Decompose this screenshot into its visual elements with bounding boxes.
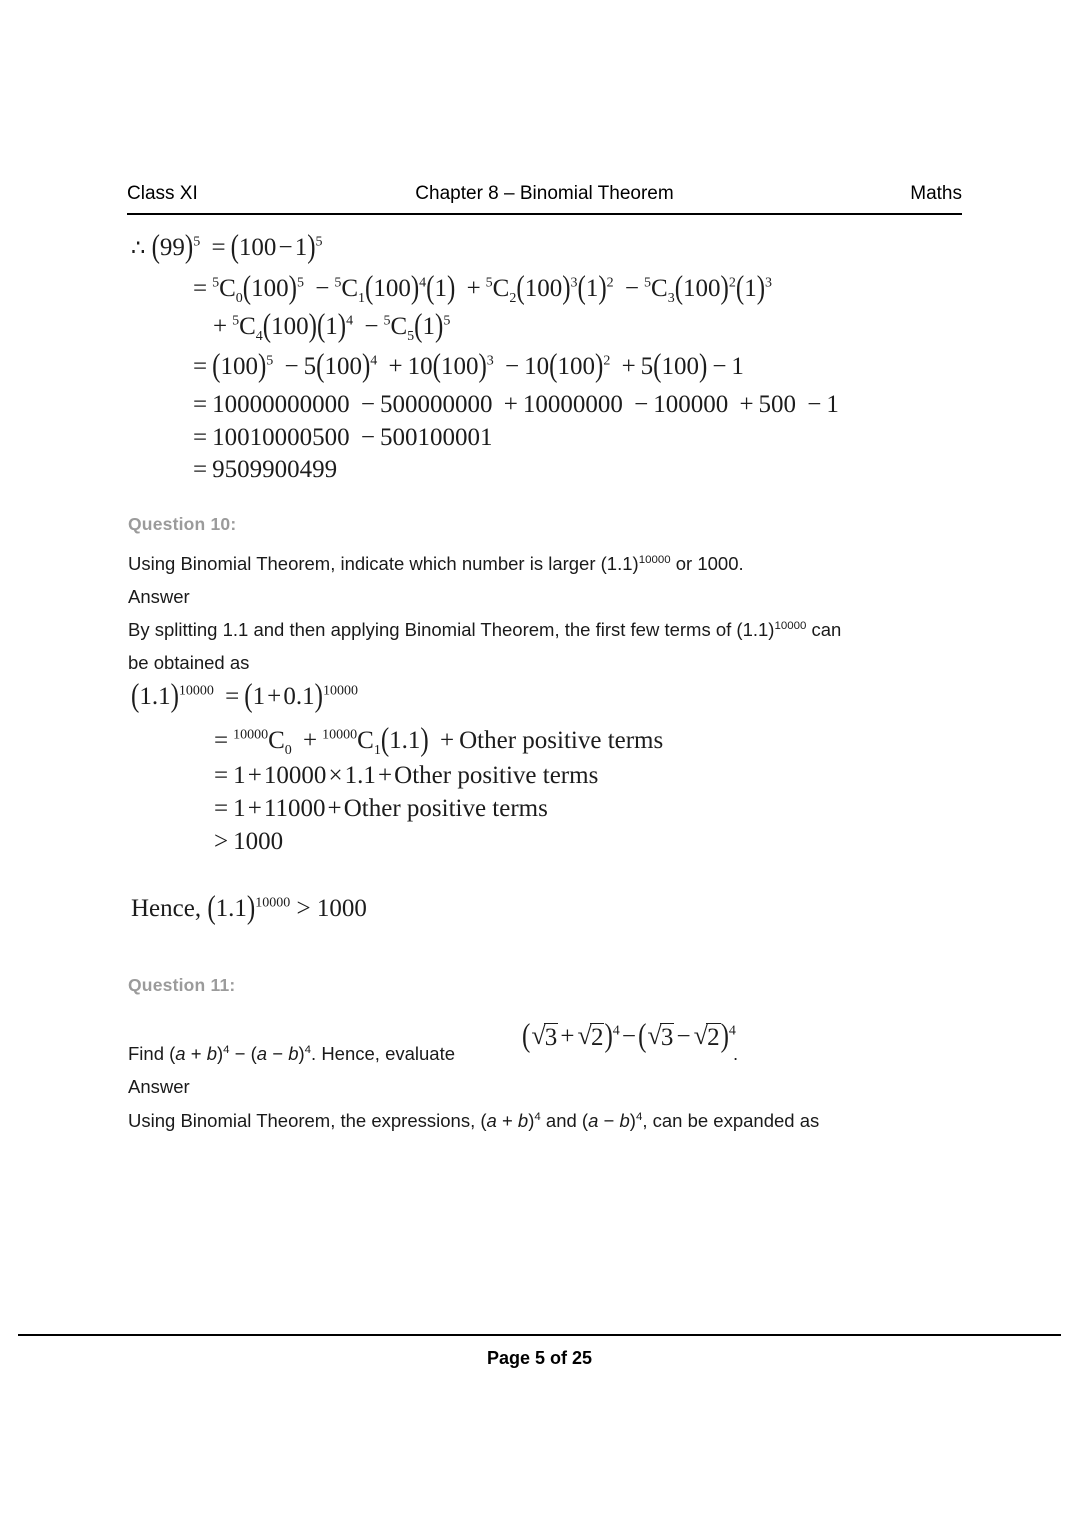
explanation-text: By splitting 1.1 and then applying Binomial Theorem, the first few terms of (1.1) [128,619,775,640]
paren-close-3: ) [528,1110,535,1131]
numeral-1: 1 [826,391,839,418]
exp-4-b: 4 [304,1043,312,1056]
var-a-4: a [588,1110,599,1131]
op-plus-2: + [496,1110,518,1131]
footer-page-number: Page 5 of 25 [486,1348,593,1368]
math-line-99-power-5: ∴ $(99)^5 = (100$ − 1)$^5$ [131,229,323,265]
question-11-prompt-period: . [733,1043,739,1064]
question-11-prompt [128,1037,455,1070]
var-a-2: a [256,1043,268,1064]
var-a-1: a [175,1043,186,1064]
question-10-prompt-exponent: 10000 [638,553,671,566]
var-b-3: b [517,1110,529,1131]
numeral-500000000: 500000000 [379,391,493,418]
var-a-3: a [486,1110,497,1131]
math-line-expanded-numerals: = 10000000000 − 500000000 + 10000000 − 100000 + 500 − 1 [193,391,839,418]
numeral-10010000500: 10010000500 [212,424,350,451]
math-line-final-result: = 9509900499 [193,456,338,483]
op-dash-2: − [598,1110,620,1131]
hence-exponent: 10000 [255,895,291,911]
header-class-label: Class XI [127,183,198,204]
expr-close-paren-2: ) [720,1018,729,1054]
paren-close-4: ) [629,1110,636,1131]
expr-open-paren-2: ( [638,1018,647,1054]
explain-lead: Using Binomial Theorem, the expressions, ( [128,1110,487,1131]
question-11-heading: Question 11: [128,975,236,995]
prompt-find: Find ( [128,1043,176,1064]
numeral-9509900499: 9509900499 [212,456,338,483]
hence-prefix: Hence, [131,895,208,922]
sqrt-3-radicand-a: 3 [544,1023,558,1051]
footer-divider [18,1334,1061,1336]
question-10-answer-label: Answer [128,586,190,607]
question-10-prompt-tail: or 1000. [670,553,744,574]
op-dash-1: − [267,1043,289,1064]
math-line-binomial-expansion-part1: = $^5C_0(100)^5 - ^5C_1(100)^4(1) + ^5C_2(100)^3(1)^2 - ^5C_3(100)^2(1)^3$ [193,270,773,306]
hence-tail: > 1000 [290,895,367,922]
explanation-exponent: 10000 [774,619,807,632]
expr-open-paren-1: ( [522,1018,531,1054]
math-line-product-form: = 1 + 10000 × 1.1 + Other positive terms [214,762,599,789]
exp-10000-rhs: 10000 [322,683,358,699]
exp-4-d: 4 [635,1110,643,1123]
question-10-prompt-text: Using Binomial Theorem, indicate which number is larger (1.1) [128,553,639,574]
paren-close-1: ) [216,1043,224,1064]
question-11-explanation [128,1104,819,1137]
expr-minus-inner: − [676,1023,691,1050]
paren-close-2: ) [298,1043,305,1064]
sqrt-2-radicand-a: 2 [590,1023,604,1051]
explain-tail: , can be expanded as [642,1110,820,1131]
math-line-hence-conclusion: Hence, $(1.1)^{10000} > 1000$ [131,890,367,926]
sqrt-2-first: √2 [577,1021,604,1051]
var-b-4: b [619,1110,630,1131]
expr-minus-between: − [621,1023,636,1050]
numeral-500: 500 [758,391,797,418]
math-line-powers-of-100: = $(100)^5 - 5(100)^4 + 10(100)^3 - 10(100)^2 + 5(100) - 1$ [193,348,744,384]
math-line-greater-than-1000: > 1000 [214,828,284,855]
op-plus-1: + [185,1043,207,1064]
prompt-hence-evaluate: . Hence, evaluate [311,1043,456,1064]
numeral-500100001: 500100001 [379,424,493,451]
numeral-10000000000: 10000000000 [212,391,350,418]
math-line-combination-terms: = $^{10000}C_0 + ^{10000}C_1(1.1)$ + Other positive terms [214,722,664,758]
question-11-radical-expression [522,1018,736,1054]
sqrt-3-radicand-b: 3 [660,1023,674,1051]
math-line-grouped-sums: = 10010000500 − 500100001 [193,424,493,451]
question-11-answer-label: Answer [128,1076,190,1097]
exp-4-a: 4 [223,1043,230,1056]
exp-4-c: 4 [534,1110,541,1123]
sqrt-2-radicand-b: 2 [707,1023,720,1051]
numeral-100000: 100000 [653,391,729,418]
explain-and: and ( [540,1110,589,1131]
expr-exponent-1: 4 [612,1023,620,1039]
var-b-2: b [288,1043,299,1064]
expr-exponent-2: 4 [728,1023,736,1039]
page-header [127,183,962,215]
var-b-1: b [206,1043,217,1064]
pre-superscript-10000-a: 10000 [233,727,269,743]
header-subject-label: Maths [910,183,962,204]
sqrt-3-first: √3 [531,1021,558,1051]
expr-plus: + [560,1023,575,1050]
op-minus-1: − ( [229,1043,257,1064]
header-chapter-title: Chapter 8 – Binomial Theorem [415,183,674,204]
sqrt-3-second: √3 [647,1021,674,1051]
sqrt-2-second: √2 [693,1021,720,1051]
numeral-10000000: 10000000 [522,391,623,418]
explanation-tail: can [806,619,842,640]
math-line-1point1-power: $(1.1)^{10000} = (1$ + 0.1)$^{10000}$ [131,678,358,714]
question-10-heading: Question 10: [128,514,237,534]
math-line-summed-form: = 1 + 11000 + Other positive terms [214,795,548,822]
exp-10000-lhs: 10000 [178,683,214,699]
pre-superscript-10000-b: 10000 [322,727,358,743]
question-10-prompt [128,547,744,580]
question-10-explanation-line1 [128,613,841,646]
expr-close-paren-1: ) [604,1018,613,1054]
question-10-explanation-line2: be obtained as [128,652,250,673]
math-line-binomial-expansion-part2: + $^5C_4(100)(1)^4 - ^5C_5(1)^5$ [213,308,451,344]
